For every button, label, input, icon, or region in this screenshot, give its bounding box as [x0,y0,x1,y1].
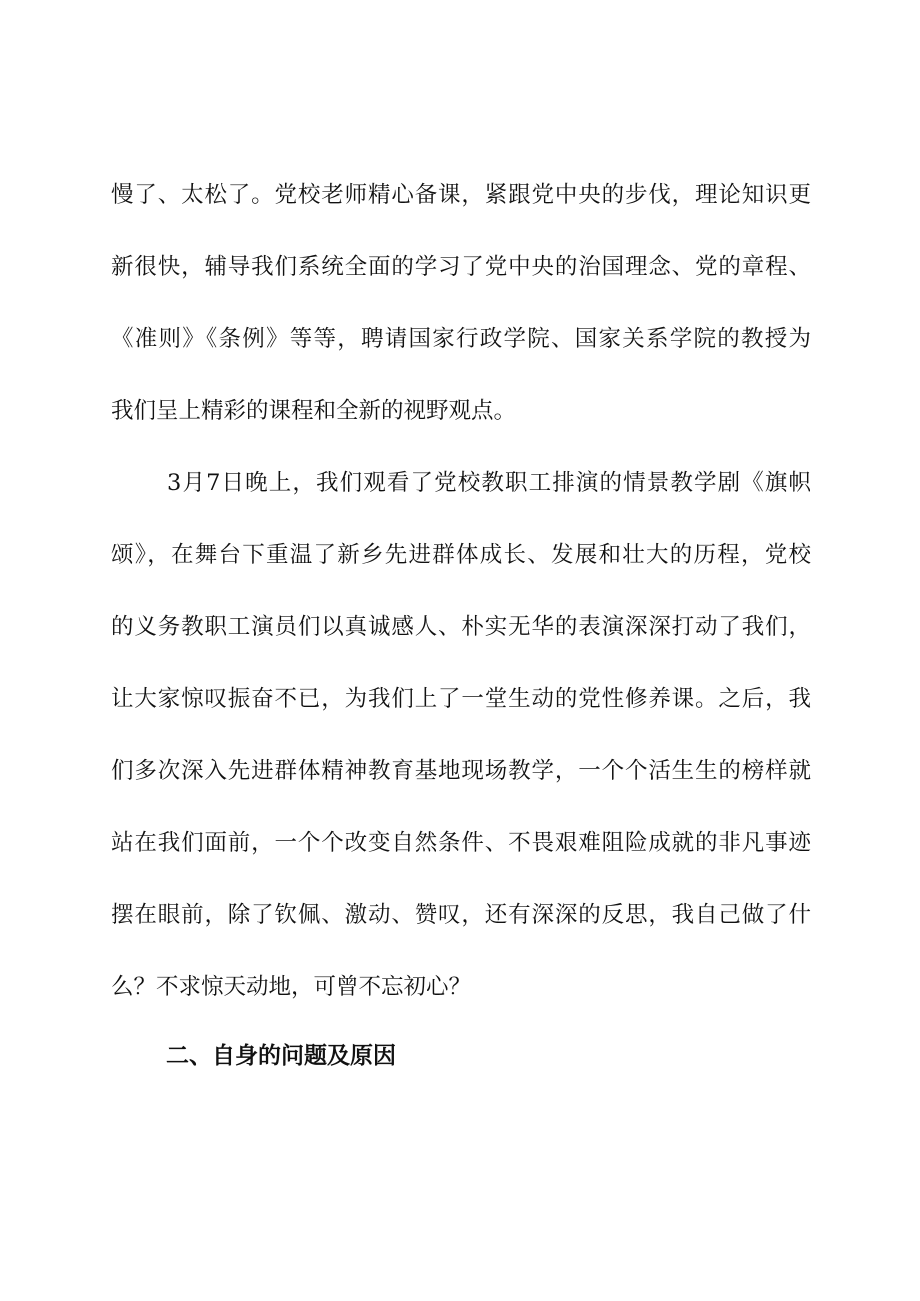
paragraph-line: 让大家惊叹振奋不已，为我们上了一堂生动的党性修养课。之后，我 [111,686,811,712]
paragraph-line: 我们呈上精彩的课程和全新的视野观点。 [111,398,517,424]
paragraph-line: 站在我们面前，一个个改变自然条件、不畏艰难阻险成就的非凡事迹 [111,830,811,856]
paragraph-line: 摆在眼前，除了钦佩、激动、赞叹，还有深深的反思，我自己做了什 [111,902,811,928]
paragraph-line: 们多次深入先进群体精神教育基地现场教学，一个个活生生的榜样就 [111,758,811,784]
paragraph-line: 颂》，在舞台下重温了新乡先进群体成长、发展和壮大的历程，党校 [111,542,811,568]
paragraph-line: 么？不求惊天动地，可曾不忘初心？ [111,974,472,1000]
paragraph-line: 的义务教职工演员们以真诚感人、朴实无华的表演深深打动了我们， [111,614,811,640]
paragraph-line: 《准则》《条例》等等，聘请国家行政学院、国家关系学院的教授为 [111,326,811,352]
paragraph-line: 3月7日晚上，我们观看了党校教职工排演的情景教学剧《旗帜 [167,470,811,496]
section-heading: 二、自身的问题及原因 [166,1043,396,1069]
paragraph-line: 新很快，辅导我们系统全面的学习了党中央的治国理念、党的章程、 [111,254,811,280]
paragraph-line: 慢了、太松了。党校老师精心备课，紧跟党中央的步伐，理论知识更 [111,182,811,208]
paragraph-2 [111,465,811,1005]
paragraph-1 [111,177,811,429]
